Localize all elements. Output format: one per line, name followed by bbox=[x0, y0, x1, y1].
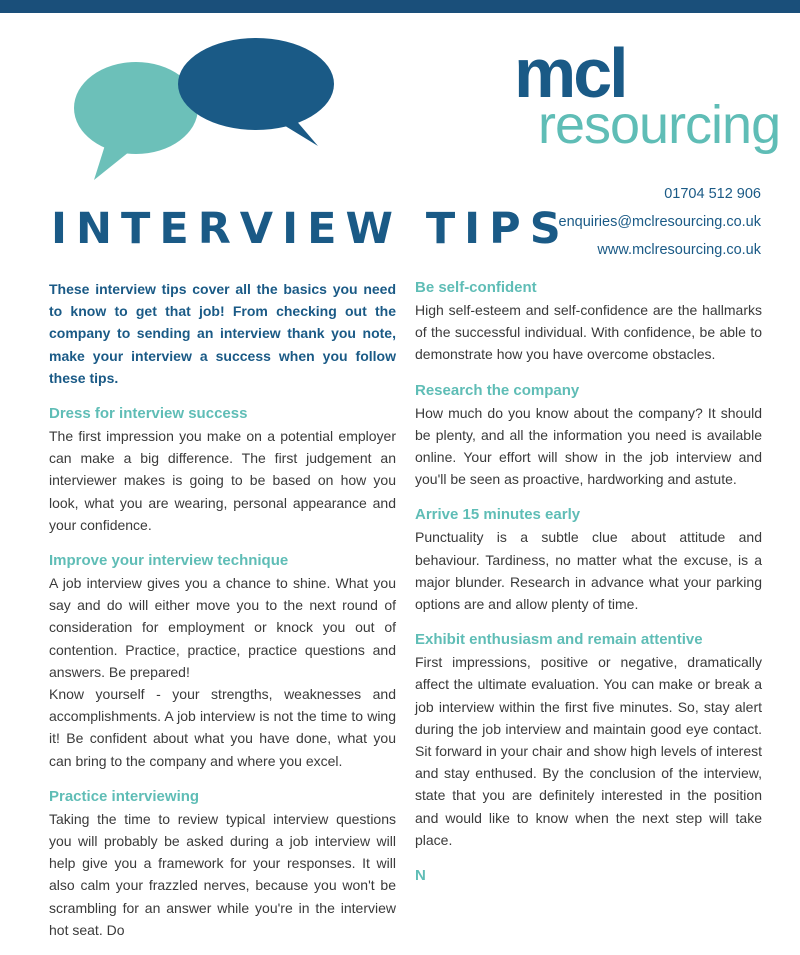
intro-paragraph: These interview tips cover all the basics you need to know to get that job! From checking out the company to sending an interview thank you note, make your interview a success when you follow these tips. bbox=[49, 281, 396, 386]
teal-bubble-tail bbox=[94, 142, 134, 180]
tip-paragraph: The first impression you make on a potential employer can make a big difference. The first judgement an interviewer makes is going to be based on how you look, what you are wearing, personal appearance and your confidence. bbox=[49, 428, 396, 533]
tip-heading: Arrive 15 minutes early bbox=[415, 506, 581, 524]
logo-resourcing-text: resourcing bbox=[538, 95, 781, 155]
contact-phone: 01704 512 906 bbox=[664, 186, 761, 202]
tip-section bbox=[415, 629, 762, 851]
contact-block bbox=[559, 180, 762, 264]
tip-paragraph: First impressions, positive or negative, dramatically affect the ultimate evaluation. You can make or break a job interview within the first five minutes. So, stay alert during the job interview and maintain good eye contact. Sit forward in your chair and show high levels of interest and stay enthused. By the conclusion of the interview, state that you are definitely interested in the position and would like to know when the next step will take place. bbox=[415, 654, 762, 848]
left-sections bbox=[49, 403, 396, 941]
tip-heading: Dress for interview success bbox=[49, 405, 248, 423]
top-color-band bbox=[0, 0, 800, 13]
tip-paragraph: High self-esteem and self-confidence are the hallmarks of the successful individual. With confidence, be able to demonstrate how you have overcome obstacles. bbox=[415, 302, 762, 363]
tip-heading: Practice interviewing bbox=[49, 787, 200, 805]
contact-email[interactable]: enquiries@mclresourcing.co.uk bbox=[558, 214, 761, 230]
tip-section bbox=[49, 786, 396, 941]
tip-heading: Be self-confident bbox=[415, 279, 537, 296]
tip-section bbox=[415, 865, 762, 887]
navy-bubble-tail bbox=[282, 118, 318, 146]
page-title: INTERVIEW TIPS bbox=[51, 204, 570, 254]
tip-section bbox=[415, 380, 762, 491]
tip-paragraph: How much do you know about the company? It should be plenty, and all the information you need is available online. Your effort will show in the job interview and you'll be seen as proactive, hardworking and astute. bbox=[415, 404, 762, 488]
tip-section bbox=[415, 504, 762, 615]
left-column bbox=[49, 278, 396, 955]
contact-website[interactable]: www.mclresourcing.co.uk bbox=[597, 242, 761, 258]
tip-section bbox=[49, 550, 396, 772]
tip-section bbox=[415, 277, 762, 366]
navy-speech-bubble bbox=[178, 38, 334, 130]
tip-heading: N bbox=[415, 867, 426, 885]
tip-heading: Exhibit enthusiasm and remain attentive bbox=[415, 631, 703, 649]
right-column bbox=[415, 278, 762, 901]
tip-paragraph: A job interview gives you a chance to shine. What you say and do will either move you to the next round of consideration for employment or knock you out of contention. Practice, practice, practice questions and answers. Be prepared! bbox=[49, 575, 396, 680]
mcl-resourcing-logo bbox=[500, 34, 781, 158]
tip-heading: Research the company bbox=[415, 381, 580, 399]
tip-paragraph: Punctuality is a subtle clue about attitude and behaviour. Tardiness, no matter what the excuse, is a major blunder. Research in advance what your parking options are and allow plenty of time. bbox=[415, 529, 762, 613]
speech-bubbles-icon bbox=[70, 34, 340, 184]
tip-paragraph: Taking the time to review typical interview questions you will probably be asked during a job interview will help give you a framework for your responses. It will also calm your frazzled nerves, because you won't be scrambling for an answer while you're in the interview hot seat. Do bbox=[49, 810, 396, 938]
tip-section bbox=[49, 403, 396, 536]
logo-mcl-text: mcl bbox=[514, 34, 626, 112]
tip-heading: Improve your interview technique bbox=[49, 552, 289, 570]
right-sections bbox=[415, 277, 762, 887]
tip-paragraph: Know yourself - your strengths, weaknesses and accomplishments. A job interview is not the time to wing it! Be confident about what you have done, what you can bring to the company and where you excel. bbox=[49, 686, 396, 769]
